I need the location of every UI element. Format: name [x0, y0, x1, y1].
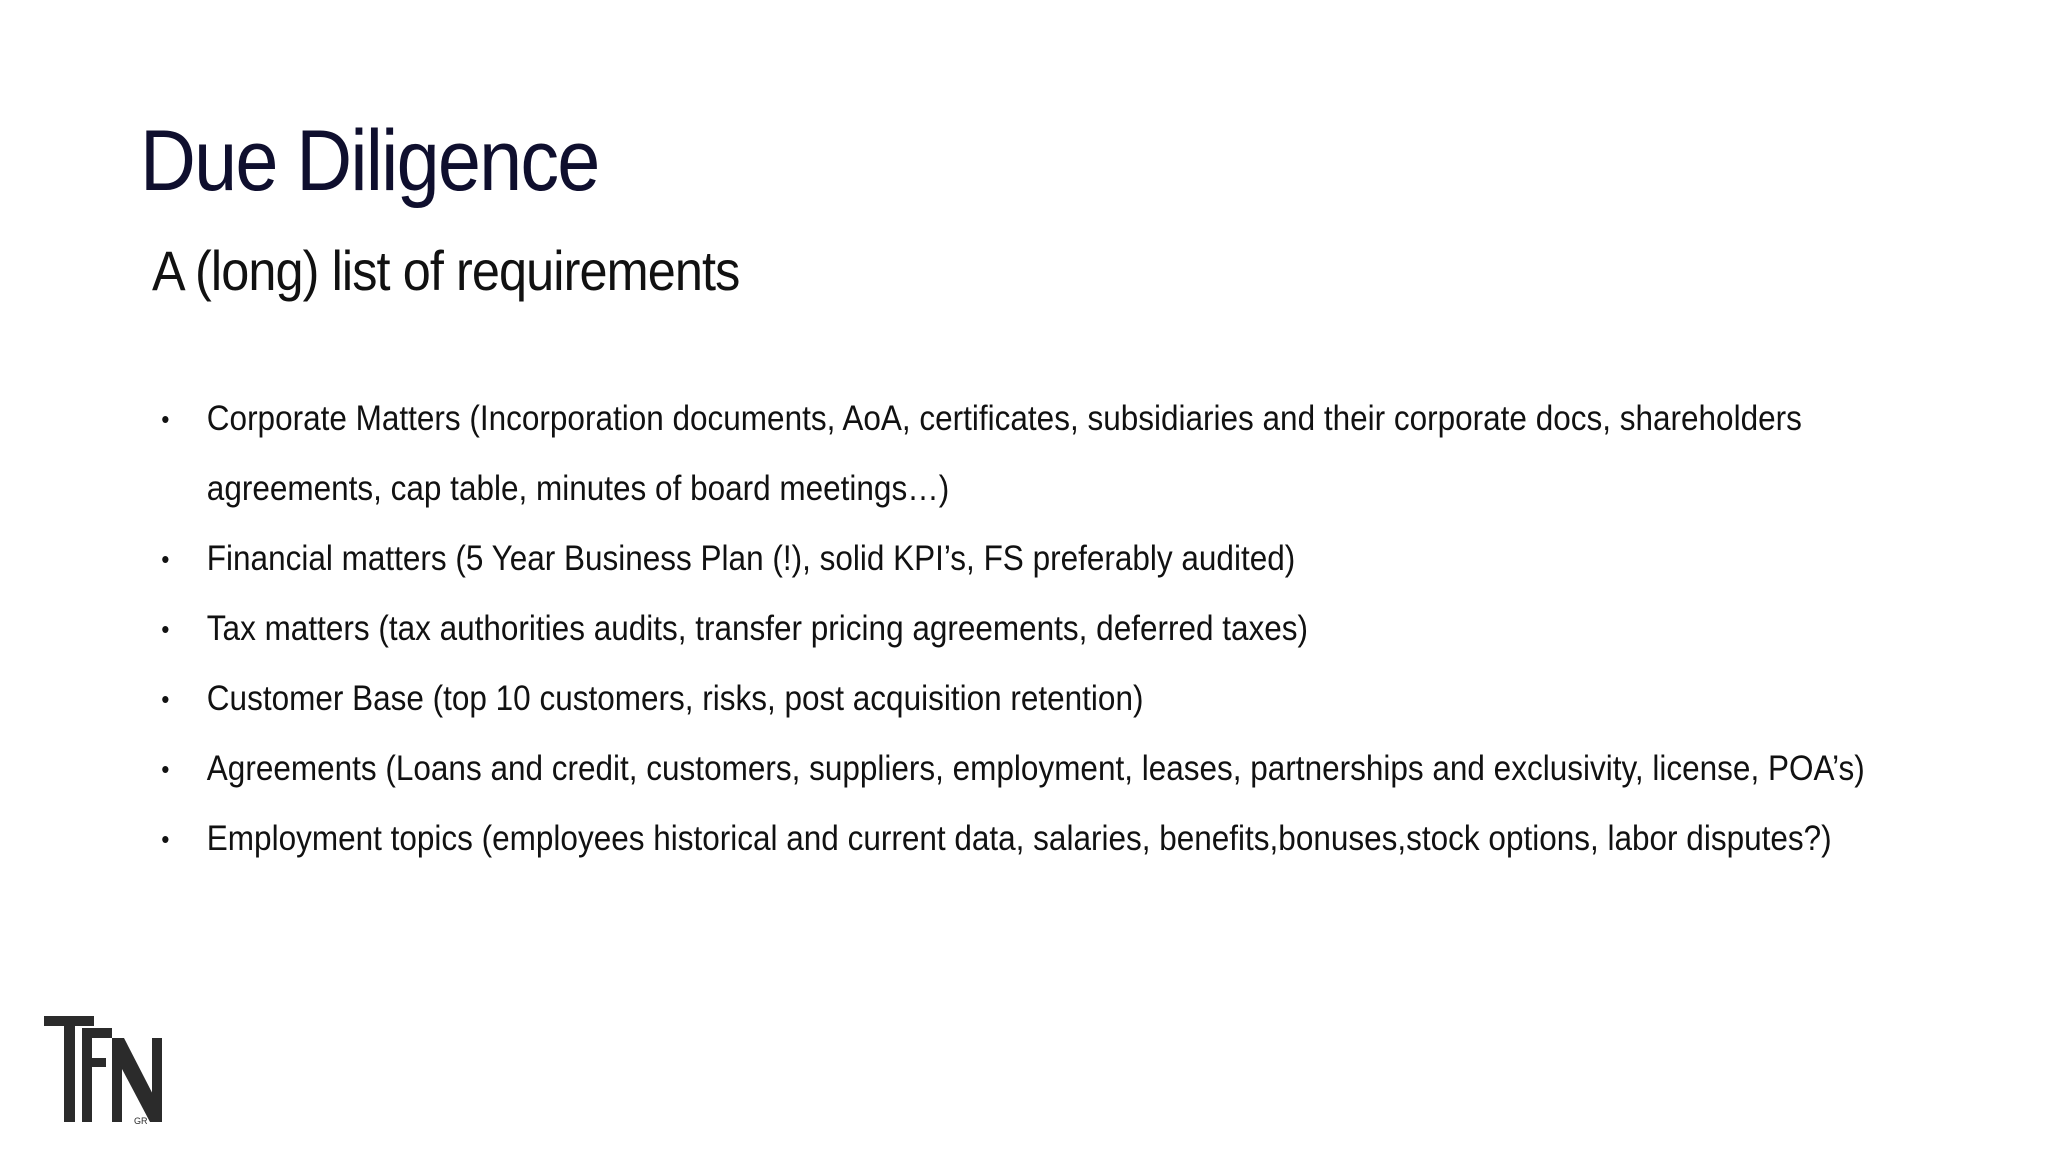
bullet-dot: •	[161, 544, 170, 574]
bullet-line: Agreements (Loans and credit, customers, suppliers, employment, leases, partnerships and exclusivity, license, POA’s)	[206, 749, 1865, 788]
bullet-dot: •	[161, 684, 170, 714]
slide-title: Due Diligence	[140, 113, 599, 209]
bullet-item-customer-base	[160, 664, 2007, 734]
bullet-line: agreements, cap table, minutes of board meetings…)	[206, 469, 950, 508]
bullet-line: Customer Base (top 10 customers, risks, post acquisition retention)	[206, 679, 1144, 718]
bullet-line: Tax matters (tax authorities audits, transfer pricing agreements, deferred taxes)	[206, 609, 1309, 648]
bullet-dot: •	[161, 824, 170, 854]
bullet-line: Financial matters (5 Year Business Plan (!), solid KPI’s, FS preferably audited)	[206, 539, 1296, 578]
tfn-logo-icon	[44, 1016, 170, 1126]
bullet-dot: •	[161, 614, 170, 644]
bullet-dot: •	[161, 754, 170, 784]
bullet-item-tax-matters	[160, 594, 2007, 664]
bullet-item-agreements	[160, 734, 2007, 804]
requirements-list	[160, 384, 1960, 874]
bullet-line: Corporate Matters (Incorporation documents, AoA, certificates, subsidiaries and their corporate docs, shareholders	[206, 399, 1802, 438]
bullet-item-employment-topics	[160, 804, 2007, 874]
bullet-line: Employment topics (employees historical and current data, salaries, benefits,bonuses,stock options, labor disputes?)	[206, 819, 1832, 858]
bullet-dot: •	[161, 404, 170, 434]
slide-subtitle: A (long) list of requirements	[152, 239, 740, 302]
bullet-item-corporate-matters	[160, 384, 2007, 524]
bullet-item-financial-matters	[160, 524, 2007, 594]
logo-mark-text: GR	[134, 1116, 148, 1126]
